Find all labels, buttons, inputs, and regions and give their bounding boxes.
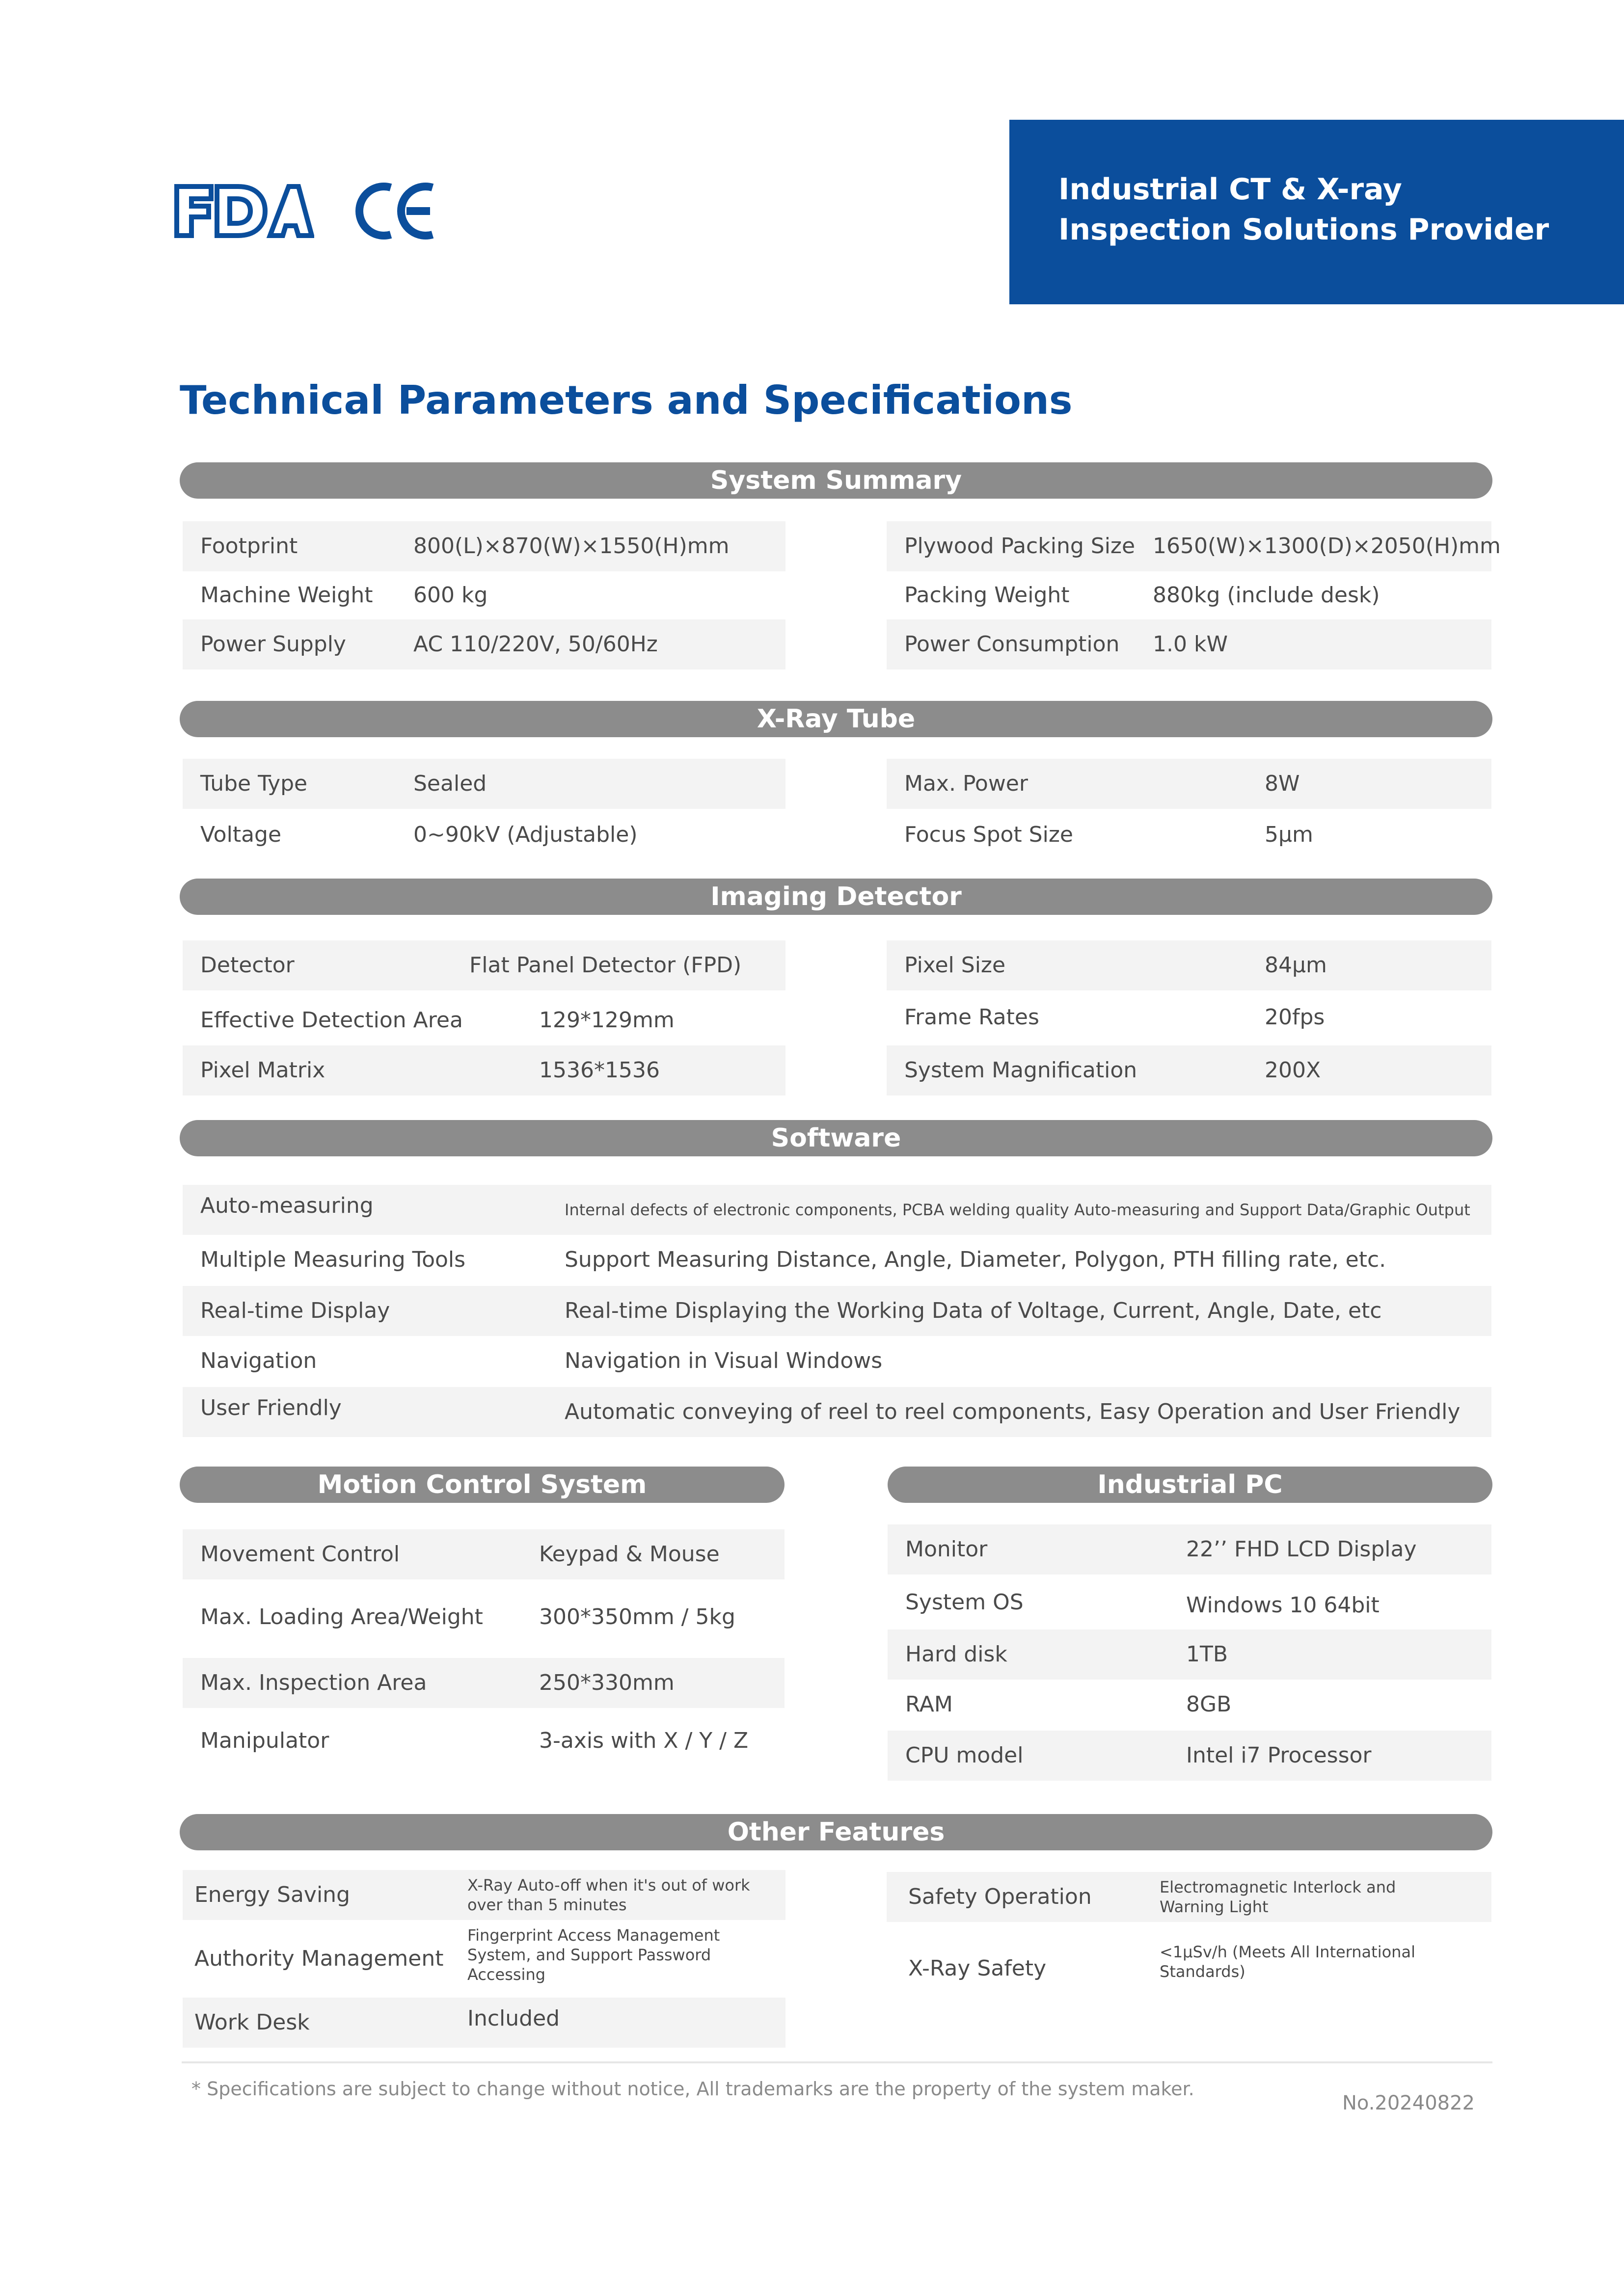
spec-value: Fingerprint Access Management System, and Support Password Accessing: [467, 1926, 720, 1984]
spec-label: Hard disk: [905, 1642, 1007, 1667]
section-bar-other-features: Other Features: [180, 1814, 1492, 1850]
spec-label: Authority Management: [194, 1946, 444, 1971]
table-row: [888, 1731, 1491, 1781]
spec-label: Max. Power: [904, 771, 1028, 796]
spec-label: Energy Saving: [194, 1882, 351, 1907]
table-row: [887, 940, 1491, 990]
table-row: [183, 1529, 785, 1579]
table-row: [888, 1680, 1491, 1730]
spec-label: Power Consumption: [904, 632, 1120, 657]
table-row: [183, 1870, 785, 1920]
spec-value: 84μm: [1265, 953, 1327, 978]
spec-value: 1.0 kW: [1153, 632, 1228, 657]
spec-label: Work Desk: [194, 2010, 310, 2035]
table-row: [183, 1336, 1491, 1386]
document-number: No.20240822: [1342, 2092, 1475, 2114]
banner-line-2: Inspection Solutions Provider: [1058, 213, 1549, 247]
table-row: [887, 521, 1501, 571]
spec-label: Voltage: [200, 822, 282, 847]
spec-label: System OS: [905, 1590, 1024, 1615]
ce-logo: [352, 177, 440, 245]
spec-value: 5μm: [1265, 822, 1313, 847]
spec-label: Focus Spot Size: [904, 822, 1073, 847]
spec-label: CPU model: [905, 1743, 1024, 1768]
table-row: [183, 995, 785, 1045]
spec-label: Machine Weight: [200, 583, 373, 608]
spec-value: AC 110/220V, 50/60Hz: [413, 632, 658, 657]
spec-label: Tube Type: [200, 771, 308, 796]
banner-line-1: Industrial CT & X-ray: [1058, 172, 1402, 207]
table-row: [183, 759, 785, 809]
spec-label: RAM: [905, 1692, 953, 1717]
spec-value: Keypad & Mouse: [539, 1542, 720, 1567]
spec-value: Electromagnetic Interlock and Warning Light: [1160, 1878, 1396, 1916]
table-row: [888, 1629, 1491, 1680]
spec-value: 200X: [1265, 1058, 1321, 1083]
spec-label: User Friendly: [200, 1395, 342, 1420]
table-row: [183, 1045, 785, 1095]
spec-value: 1TB: [1186, 1642, 1228, 1667]
footer-divider: [182, 2061, 1492, 2063]
spec-value: 600 kg: [413, 583, 488, 608]
table-row: [888, 1524, 1491, 1575]
spec-value: 1536*1536: [539, 1058, 660, 1083]
section-bar-xray-tube: X-Ray Tube: [180, 701, 1492, 737]
spec-value: Support Measuring Distance, Angle, Diameter, Polygon, PTH filling rate, etc.: [565, 1247, 1386, 1272]
spec-label: Safety Operation: [908, 1884, 1092, 1909]
spec-label: Auto-measuring: [200, 1193, 374, 1218]
table-row: [183, 619, 785, 669]
spec-value: 129*129mm: [539, 1008, 675, 1033]
spec-label: Monitor: [905, 1537, 988, 1562]
spec-value: 3-axis with X / Y / Z: [539, 1728, 749, 1753]
table-row: [183, 1235, 1491, 1285]
section-bar-imaging-detector: Imaging Detector: [180, 879, 1492, 915]
spec-label: Power Supply: [200, 632, 346, 657]
table-row: [887, 810, 1491, 860]
table-row: [183, 1716, 785, 1766]
table-row: [183, 1387, 1491, 1437]
spec-label: Manipulator: [200, 1728, 329, 1753]
section-bar-system-summary: System Summary: [180, 462, 1492, 499]
spec-label: Pixel Matrix: [200, 1058, 325, 1083]
spec-label: Frame Rates: [904, 1005, 1039, 1030]
spec-label: Max. Loading Area/Weight: [200, 1604, 483, 1629]
table-row: [887, 759, 1491, 809]
table-row: [183, 570, 785, 620]
spec-value: Intel i7 Processor: [1186, 1743, 1372, 1768]
table-row: [887, 1872, 1491, 1922]
table-row: [887, 1045, 1491, 1095]
spec-label: Effective Detection Area: [200, 1008, 463, 1033]
spec-value: Real-time Displaying the Working Data of Voltage, Current, Angle, Date, etc: [565, 1298, 1382, 1323]
table-row: [888, 1577, 1491, 1628]
spec-value: 0~90kV (Adjustable): [413, 822, 638, 847]
spec-value: Included: [467, 2006, 560, 2031]
table-row: [887, 992, 1491, 1042]
spec-label: Real-time Display: [200, 1298, 390, 1323]
section-bar-industrial-pc: Industrial PC: [888, 1467, 1492, 1503]
spec-value: 8W: [1265, 771, 1300, 796]
table-row: [887, 570, 1491, 620]
table-row: [183, 521, 785, 571]
spec-label: Plywood Packing Size: [904, 534, 1136, 559]
spec-value: Flat Panel Detector (FPD): [469, 953, 742, 978]
spec-value: Windows 10 64bit: [1186, 1593, 1380, 1618]
table-row: [887, 619, 1491, 669]
table-row: [183, 1286, 1491, 1336]
spec-value: 250*330mm: [539, 1670, 675, 1695]
table-row: [183, 1592, 785, 1642]
spec-label: Packing Weight: [904, 583, 1070, 608]
spec-label: Detector: [200, 953, 295, 978]
table-row: [183, 1658, 785, 1708]
table-row: [887, 1944, 1491, 1994]
table-row: [183, 1926, 785, 1984]
table-row: [183, 1998, 785, 2048]
spec-value: Internal defects of electronic components, PCBA welding quality Auto-measuring and Support Data/Graphic Output: [565, 1201, 1470, 1219]
spec-value: Automatic conveying of reel to reel components, Easy Operation and User Friendly: [565, 1399, 1461, 1424]
spec-label: System Magnification: [904, 1058, 1137, 1083]
table-row: [183, 940, 785, 990]
spec-value: X-Ray Auto-off when it's out of work over than 5 minutes: [467, 1876, 750, 1914]
spec-value: 22’’ FHD LCD Display: [1186, 1537, 1417, 1562]
spec-value: Navigation in Visual Windows: [565, 1348, 883, 1373]
page-title: Technical Parameters and Specifications: [180, 377, 1073, 423]
spec-label: Max. Inspection Area: [200, 1670, 427, 1695]
spec-label: Multiple Measuring Tools: [200, 1247, 466, 1272]
spec-label: Movement Control: [200, 1542, 400, 1567]
spec-value: 20fps: [1265, 1005, 1325, 1030]
fda-logo: [172, 177, 314, 245]
spec-value: 300*350mm / 5kg: [539, 1604, 735, 1629]
table-row: [183, 1185, 1491, 1235]
section-bar-motion-control: Motion Control System: [180, 1467, 785, 1503]
spec-label: Footprint: [200, 534, 298, 559]
footer-note: * Specifications are subject to change without notice, All trademarks are the property of the system maker.: [191, 2078, 1194, 2100]
spec-value: 800(L)×870(W)×1550(H)mm: [413, 534, 730, 559]
header-banner: [1009, 120, 1624, 304]
spec-label: Pixel Size: [904, 953, 1006, 978]
spec-label: Navigation: [200, 1348, 317, 1373]
spec-value: <1μSv/h (Meets All International Standards): [1160, 1943, 1415, 1981]
section-bar-software: Software: [180, 1120, 1492, 1156]
table-row: [183, 810, 785, 860]
spec-value: 880kg (include desk): [1153, 583, 1380, 608]
spec-value: 1650(W)×1300(D)×2050(H)mm: [1153, 534, 1501, 559]
spec-value: 8GB: [1186, 1692, 1232, 1717]
spec-value: Sealed: [413, 771, 487, 796]
spec-label: X-Ray Safety: [908, 1956, 1047, 1981]
